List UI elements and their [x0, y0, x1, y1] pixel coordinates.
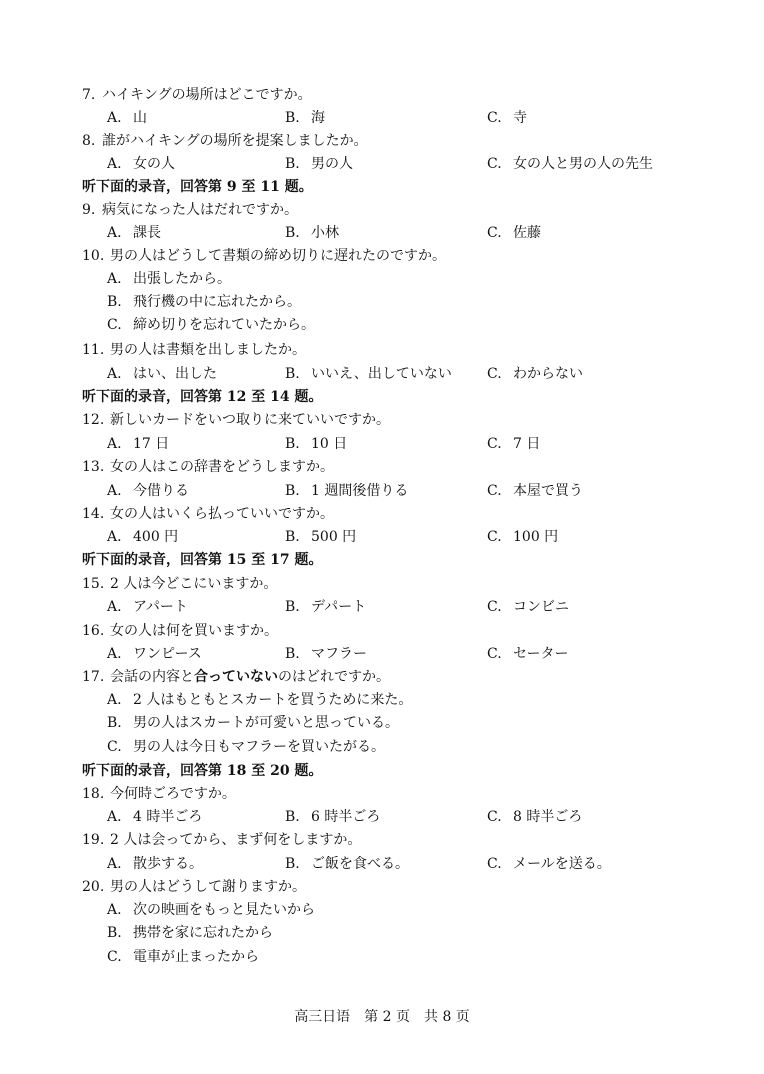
option-c: C. 佐藤: [487, 225, 541, 241]
question-text: 女の人は何を買いますか。: [110, 623, 278, 639]
option-a: A. 散歩する。: [107, 856, 203, 872]
option-c: C. メールを送る。: [487, 856, 611, 872]
question-15: [0, 573, 764, 596]
question-20: [0, 876, 764, 899]
option-b: B. ご飯を食べる。: [285, 856, 409, 872]
question-text: 今何時ごろですか。: [110, 786, 236, 802]
question-number: 20.: [82, 879, 105, 895]
question-text: 女の人はこの辞書をどうしますか。: [110, 459, 334, 475]
question-number: 19.: [82, 832, 105, 848]
question-10-option-b: [0, 291, 764, 314]
question-number: 15.: [82, 576, 105, 592]
option-c: C. 女の人と男の人の先生: [487, 156, 653, 172]
question-text: 2 人は今どこにいますか。: [110, 576, 278, 592]
option-a: A. 次の映画をもっと見たいから: [107, 902, 315, 918]
question-8: [0, 130, 764, 153]
question-12: [0, 409, 764, 432]
section-heading-12-14: [0, 386, 764, 409]
option-b: B. 500 円: [285, 529, 357, 545]
question-number: 16.: [82, 623, 105, 639]
option-b: B. 男の人はスカートが可愛いと思っている。: [107, 715, 399, 731]
option-a: A. 17 日: [107, 436, 170, 452]
question-text-post: のはどれですか。: [278, 669, 390, 685]
option-a: A. 今借りる: [107, 483, 189, 499]
option-c: C. 8 時半ごろ: [487, 809, 583, 825]
option-a: A. 山: [107, 110, 147, 126]
question-14: [0, 503, 764, 526]
question-14-options: [0, 526, 764, 549]
option-b: B. 1 週間後借りる: [285, 483, 409, 499]
option-b: B. 10 日: [285, 436, 348, 452]
question-text: 男の人は書類を出しましたか。: [110, 342, 306, 358]
question-10-option-a: [0, 268, 764, 291]
question-number: 18.: [82, 786, 105, 802]
question-text: 男の人はどうして書類の締め切りに遅れたのですか。: [110, 248, 446, 264]
option-a: A. ワンピース: [107, 646, 202, 662]
option-b: B. 6 時半ごろ: [285, 809, 381, 825]
option-b: B. いいえ、出していない: [285, 366, 452, 382]
question-18: [0, 783, 764, 806]
question-17-option-c: [0, 736, 764, 759]
question-number: 9.: [82, 202, 96, 218]
option-a: A. 女の人: [107, 156, 175, 172]
question-13: [0, 456, 764, 479]
option-b: B. 携帯を家に忘れたから: [107, 925, 273, 941]
question-text: 病気になった人はだれですか。: [102, 202, 298, 218]
question-20-option-c: [0, 946, 764, 969]
question-text: 誰がハイキングの場所を提案しましたか。: [102, 133, 368, 149]
option-a: A. はい、出した: [107, 366, 217, 382]
option-c: C. 締め切りを忘れていたから。: [107, 317, 315, 333]
question-11-options: [0, 363, 764, 386]
question-13-options: [0, 480, 764, 503]
option-c: C. 寺: [487, 110, 527, 126]
question-text: 女の人はいくら払っていいですか。: [110, 506, 334, 522]
option-a: A. アパート: [107, 599, 188, 615]
option-a: A. 出張したから。: [107, 271, 231, 287]
section-heading-9-11: [0, 176, 764, 199]
option-c: C. わからない: [487, 366, 583, 382]
option-b: B. 男の人: [285, 156, 353, 172]
question-17: [0, 666, 764, 689]
question-19-options: [0, 853, 764, 876]
option-c: C. 7 日: [487, 436, 541, 452]
option-b: B. 海: [285, 110, 325, 126]
question-15-options: [0, 596, 764, 619]
question-10-option-c: [0, 314, 764, 337]
option-c: C. セーター: [487, 646, 569, 662]
section-heading: 听下面的录音，回答第 9 至 11 题。: [82, 179, 313, 195]
option-c: C. 電車が止まったから: [107, 949, 259, 965]
question-number: 14.: [82, 506, 105, 522]
question-text: 新しいカードをいつ取りに来ていいですか。: [110, 412, 390, 428]
question-number: 13.: [82, 459, 105, 475]
question-9: [0, 199, 764, 222]
question-8-options: [0, 153, 764, 176]
question-text: ハイキングの場所はどこですか。: [102, 87, 312, 103]
question-20-option-a: [0, 899, 764, 922]
question-17-option-b: [0, 712, 764, 735]
option-a: A. 課長: [107, 225, 161, 241]
section-heading: 听下面的录音，回答第 15 至 17 题。: [82, 552, 323, 568]
question-number: 10.: [82, 248, 105, 264]
option-a: A. 400 円: [107, 529, 179, 545]
question-text-emphasis: 合っていない: [194, 669, 278, 685]
question-text-pre: 会話の内容と: [110, 669, 194, 685]
section-heading: 听下面的录音，回答第 12 至 14 题。: [82, 389, 323, 405]
question-17-option-a: [0, 689, 764, 712]
option-c: C. 本屋で買う: [487, 483, 583, 499]
option-c: C. 男の人は今日もマフラーを買いたがる。: [107, 739, 385, 755]
question-16-options: [0, 643, 764, 666]
question-12-options: [0, 433, 764, 456]
section-heading-18-20: [0, 760, 764, 783]
question-7-options: [0, 107, 764, 130]
page-footer: 高三日语 第 2 页 共 8 页: [294, 1009, 470, 1025]
option-b: B. マフラー: [285, 646, 367, 662]
option-b: B. 小林: [285, 225, 339, 241]
question-11: [0, 339, 764, 362]
question-16: [0, 620, 764, 643]
question-20-option-b: [0, 922, 764, 945]
question-7: [0, 84, 764, 107]
question-10: [0, 245, 764, 268]
option-c: C. 100 円: [487, 529, 559, 545]
question-number: 17.: [82, 669, 105, 685]
question-19: [0, 829, 764, 852]
section-heading: 听下面的录音，回答第 18 至 20 题。: [82, 763, 323, 779]
question-number: 12.: [82, 412, 105, 428]
question-9-options: [0, 222, 764, 245]
section-heading-15-17: [0, 549, 764, 572]
option-a: A. 2 人はもともとスカートを買うために来た。: [107, 692, 413, 708]
option-b: B. 飛行機の中に忘れたから。: [107, 294, 301, 310]
question-number: 8.: [82, 133, 96, 149]
question-text: 2 人は会ってから、まず何をしますか。: [110, 832, 362, 848]
question-18-options: [0, 806, 764, 829]
question-text: 男の人はどうして謝りますか。: [110, 879, 306, 895]
option-c: C. コンビニ: [487, 599, 569, 615]
option-a: A. 4 時半ごろ: [107, 809, 203, 825]
question-number: 11.: [82, 342, 105, 358]
question-number: 7.: [82, 87, 96, 103]
option-b: B. デパート: [285, 599, 367, 615]
